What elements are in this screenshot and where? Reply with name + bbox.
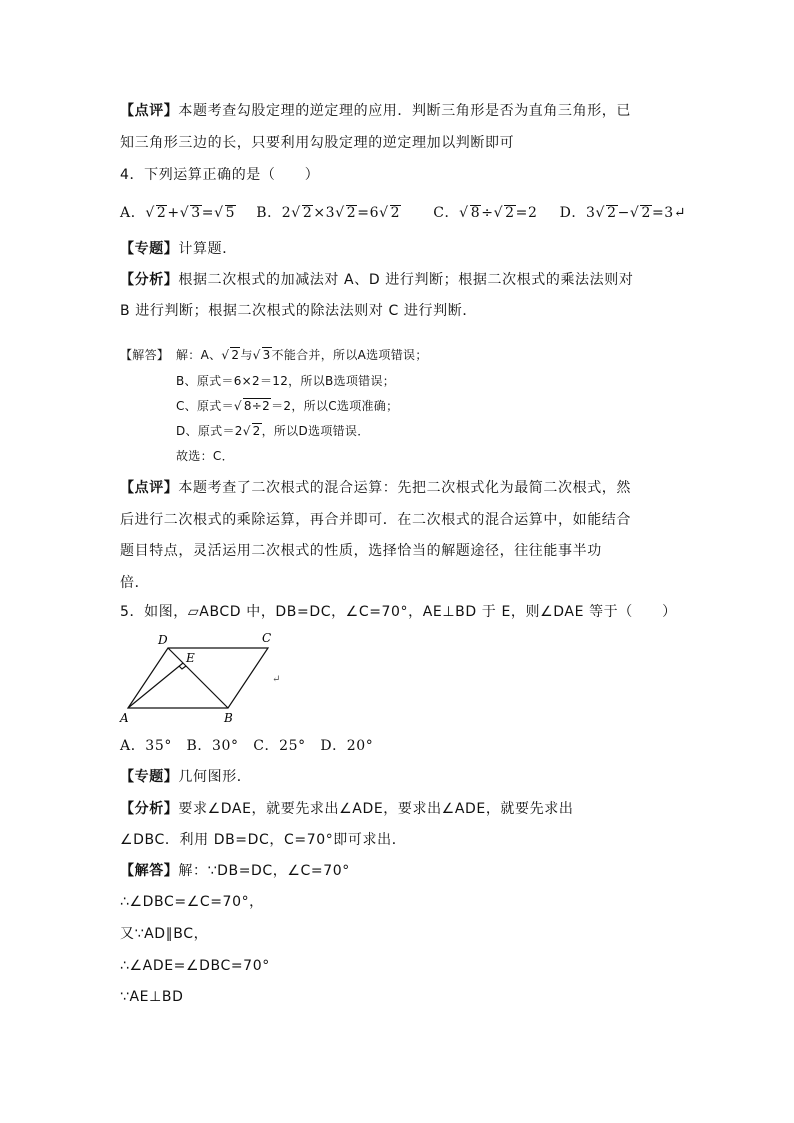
sol-text: 解：A、 bbox=[176, 348, 222, 362]
option-b: B．2√ 2×3√ 2=6√ 2 bbox=[256, 205, 401, 221]
radicand: 2 bbox=[346, 205, 357, 221]
coefficient: 3 bbox=[325, 205, 336, 221]
q5-solution-line-5: ∵AE⊥BD bbox=[120, 989, 184, 1005]
label-a: A bbox=[120, 711, 129, 725]
radicand: 2 bbox=[607, 205, 617, 221]
option-b-label: B． bbox=[256, 205, 282, 221]
solution-tag: 【解答】 bbox=[120, 863, 179, 879]
radicand: 2 bbox=[505, 205, 515, 221]
review-tag: 【点评】 bbox=[120, 480, 179, 496]
q4-review-line-4: 倍． bbox=[120, 575, 150, 591]
q5-topic bbox=[120, 767, 251, 787]
label-d: D bbox=[158, 633, 168, 647]
paragraph-mark: ↵ bbox=[272, 674, 281, 685]
q4-solution-tag: 【解答】 bbox=[120, 348, 170, 362]
option-c-label: C． bbox=[433, 205, 460, 221]
radicand: 2 bbox=[390, 205, 401, 221]
radicand: 2 bbox=[641, 205, 651, 221]
q4-solution-line-3: C、原式＝√ 8÷2＝2，所以C选项准确； bbox=[176, 399, 399, 413]
topic-text: 计算题． bbox=[178, 241, 237, 257]
q4-topic bbox=[120, 239, 237, 259]
q5-analysis-line-2: ∠DBC．利用 DB=DC，C=70°即可求出． bbox=[120, 832, 407, 848]
equals: =2 bbox=[515, 205, 538, 221]
q5-solution-line-1 bbox=[120, 861, 350, 881]
sol-text: D、原式＝2 bbox=[176, 424, 243, 438]
label-e: E bbox=[186, 651, 195, 665]
operator: + bbox=[167, 205, 180, 221]
operator: − bbox=[617, 205, 630, 221]
q3-review-line-2: 知三角形三边的长，只要利用勾股定理的逆定理加以判断即可 bbox=[120, 135, 515, 151]
sol-text: C、原式＝ bbox=[176, 399, 234, 413]
analysis-tag: 【分析】 bbox=[120, 272, 179, 288]
sol-text: ＝2，所以C选项准确； bbox=[271, 399, 399, 413]
q4-solution-line-1: 解：A、√ 2与√ 3不能合并，所以A选项错误； bbox=[176, 348, 428, 362]
q4-review-line-1 bbox=[120, 478, 631, 498]
option-c: C．√ 8÷√ 2=2 bbox=[433, 205, 538, 221]
radicand: 2 bbox=[302, 205, 313, 221]
analysis-text: 要求∠DAE，就要先求出∠ADE，要求出∠ADE，就要先求出 bbox=[178, 801, 574, 817]
radicand: 3 bbox=[191, 205, 201, 221]
segment-ae bbox=[128, 663, 183, 708]
topic-tag: 【专题】 bbox=[120, 769, 179, 785]
radicand: 2 bbox=[231, 348, 240, 362]
equals: =6 bbox=[357, 205, 380, 221]
radicand: 8 bbox=[470, 205, 481, 221]
question-5-options: A．35° B．30° C．25° D．20° bbox=[120, 738, 374, 754]
option-d-label: D． bbox=[559, 205, 587, 221]
analysis-text: 根据二次根式的加减法对 A、D 进行判断；根据二次根式的乘法法则对 bbox=[178, 272, 634, 288]
topic-text: 几何图形． bbox=[178, 769, 252, 785]
review-text: 本题考查了二次根式的混合运算：先把二次根式化为最简二次根式，然 bbox=[178, 480, 632, 496]
q4-analysis-line-2: B 进行判断；根据二次根式的除法法则对 C 进行判断． bbox=[120, 303, 477, 319]
option-a: A．√ 2+√ 3=√ 5 bbox=[120, 205, 236, 221]
review-tag: 【点评】 bbox=[120, 103, 179, 119]
parallelogram-figure bbox=[116, 628, 296, 728]
review-text: 本题考查勾股定理的逆定理的应用．判断三角形是否为直角三角形，已 bbox=[178, 103, 632, 119]
q5-solution-line-2: ∴∠DBC=∠C=70°， bbox=[120, 894, 264, 910]
q4-solution-line-2: B、原式＝6×2＝12，所以B选项错误； bbox=[176, 374, 396, 388]
q4-analysis-line-1 bbox=[120, 270, 633, 290]
equals: =3↵ bbox=[651, 205, 687, 221]
diagonal-db bbox=[168, 648, 228, 708]
question-4-options bbox=[120, 203, 686, 223]
radicand: 5 bbox=[225, 205, 236, 221]
radicand: 3 bbox=[262, 348, 271, 362]
q4-solution-line-4: D、原式＝2√ 2，所以D选项错误． bbox=[176, 424, 370, 438]
right-angle-mark bbox=[179, 666, 186, 669]
operator: × bbox=[313, 205, 326, 221]
option-d: D．3√ 2−√ 2=3↵ bbox=[559, 205, 687, 221]
q5-solution-line-4: ∴∠ADE=∠DBC=70° bbox=[120, 958, 270, 974]
radicand: 2 bbox=[252, 424, 261, 438]
option-a-label: A． bbox=[120, 205, 146, 221]
q4-review-line-3: 题目特点，灵活运用二次根式的性质，选择恰当的解题途径，往往能事半功 bbox=[120, 543, 602, 559]
label-c: C bbox=[262, 631, 272, 645]
coefficient: 3 bbox=[586, 205, 596, 221]
radicand: 2 bbox=[156, 205, 167, 221]
sol-text: 与 bbox=[240, 348, 253, 362]
q5-analysis-line-1 bbox=[120, 799, 573, 819]
solution-text: 解：∵DB=DC，∠C=70° bbox=[178, 863, 350, 879]
label-b: B bbox=[224, 711, 233, 725]
operator: ÷ bbox=[481, 205, 494, 221]
coefficient: 2 bbox=[281, 205, 292, 221]
analysis-tag: 【分析】 bbox=[120, 801, 179, 817]
topic-tag: 【专题】 bbox=[120, 241, 179, 257]
sol-text: ，所以D选项错误． bbox=[261, 424, 370, 438]
q4-review-line-2: 后进行二次根式的乘除运算，再合并即可．在二次根式的混合运算中，如能结合 bbox=[120, 512, 631, 528]
equals: = bbox=[201, 205, 215, 221]
q5-solution-line-3: 又∵AD∥BC， bbox=[120, 926, 209, 942]
sol-text: 不能合并，所以A选项错误； bbox=[271, 348, 428, 362]
question-5-stem: 5．如图，▱ABCD 中，DB=DC，∠C=70°，AE⊥BD 于 E，则∠DAE 等于（ ） bbox=[120, 604, 677, 620]
question-4-stem: 4．下列运算正确的是（ ） bbox=[120, 167, 320, 183]
q3-review-line-1 bbox=[120, 101, 631, 121]
radicand: 8÷2 bbox=[243, 399, 271, 413]
q4-solution-line-5: 故选：C． bbox=[176, 449, 234, 463]
